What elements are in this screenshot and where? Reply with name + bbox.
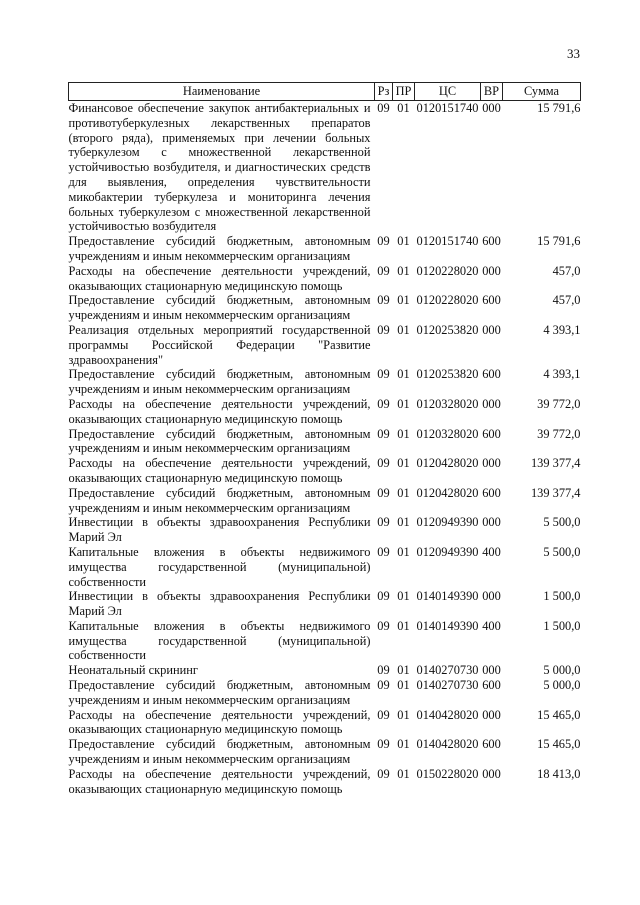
- row-cs: 0120253820: [416, 322, 479, 337]
- row-pr: 01: [397, 426, 410, 441]
- table-row: [69, 427, 581, 457]
- row-vr: 000: [482, 766, 501, 781]
- row-name: Неонатальный скрининг: [68, 663, 198, 678]
- row-rz: 09: [377, 322, 390, 337]
- row-cs: 0140149390: [416, 589, 479, 604]
- table-row: [69, 737, 581, 767]
- row-cs: 0140270730: [416, 678, 479, 693]
- table-row: [69, 663, 581, 678]
- row-name: Расходы на обеспечение деятельности учреждений, оказывающих стационарную медицинскую помощь: [68, 396, 371, 426]
- row-vr: 000: [482, 263, 501, 278]
- row-vr: 600: [482, 737, 501, 752]
- row-cs: 0140270730: [416, 663, 479, 678]
- table-row: [69, 708, 581, 738]
- row-pr: 01: [397, 101, 410, 115]
- row-name: Капитальные вложения в объекты недвижимого имущества государственной (муниципальной) собственности: [68, 618, 371, 663]
- header-sum: Сумма: [503, 83, 581, 101]
- row-sum: 5 500,0: [543, 544, 581, 559]
- row-sum: 5 000,0: [543, 663, 581, 678]
- row-cs: 0120428020: [416, 485, 479, 500]
- table-row: [69, 515, 581, 545]
- row-rz: 09: [377, 678, 390, 693]
- row-rz: 09: [377, 589, 390, 604]
- table-row: [69, 456, 581, 486]
- row-sum: 457,0: [552, 293, 581, 308]
- row-sum: 15 791,6: [537, 234, 581, 249]
- row-cs: 0140428020: [416, 737, 479, 752]
- row-pr: 01: [397, 766, 410, 781]
- row-name: Предоставление субсидий бюджетным, автономным учреждениям и иным некоммерческим организациям: [68, 367, 371, 397]
- page-number: 33: [567, 46, 580, 61]
- row-pr: 01: [397, 293, 410, 308]
- row-sum: 15 465,0: [537, 737, 581, 752]
- row-vr: 600: [482, 678, 501, 693]
- row-vr: 000: [482, 515, 501, 530]
- row-rz: 09: [377, 737, 390, 752]
- row-name: Предоставление субсидий бюджетным, автономным учреждениям и иным некоммерческим организациям: [68, 234, 371, 263]
- row-vr: 000: [482, 101, 501, 115]
- row-cs: 0120151740: [416, 101, 479, 115]
- row-cs: 0150228020: [416, 766, 479, 781]
- row-vr: 600: [482, 234, 501, 249]
- header-vr: ВР: [481, 83, 503, 101]
- row-sum: 139 377,4: [530, 456, 581, 471]
- table-row: [69, 293, 581, 323]
- row-name: Предоставление субсидий бюджетным, автономным учреждениям и иным некоммерческим организациям: [68, 426, 371, 456]
- row-pr: 01: [397, 367, 410, 382]
- row-name: Инвестиции в объекты здравоохранения Республики Марий Эл: [68, 515, 371, 545]
- row-rz: 09: [377, 485, 390, 500]
- table-row: [69, 678, 581, 708]
- row-pr: 01: [397, 263, 410, 278]
- row-sum: 139 377,4: [530, 485, 581, 500]
- row-pr: 01: [397, 663, 410, 678]
- row-vr: 000: [482, 663, 501, 678]
- row-rz: 09: [377, 456, 390, 471]
- row-pr: 01: [397, 234, 410, 249]
- row-pr: 01: [397, 618, 410, 633]
- row-vr: 000: [482, 322, 501, 337]
- row-name: Расходы на обеспечение деятельности учреждений, оказывающих стационарную медицинскую помощь: [68, 263, 371, 293]
- row-name: Капитальные вложения в объекты недвижимого имущества государственной (муниципальной) собственности: [68, 544, 371, 589]
- row-sum: 39 772,0: [537, 426, 581, 441]
- budget-table: [68, 82, 581, 796]
- row-rz: 09: [377, 426, 390, 441]
- row-rz: 09: [377, 101, 390, 115]
- row-cs: 0140149390: [416, 618, 479, 633]
- row-name: Предоставление субсидий бюджетным, автономным учреждениям и иным некоммерческим организациям: [68, 293, 371, 323]
- row-rz: 09: [377, 618, 390, 633]
- row-vr: 000: [482, 589, 501, 604]
- row-name: Предоставление субсидий бюджетным, автономным учреждениям и иным некоммерческим организациям: [68, 678, 371, 707]
- row-rz: 09: [377, 234, 390, 249]
- row-sum: 1 500,0: [543, 618, 581, 633]
- row-sum: 5 000,0: [543, 678, 581, 693]
- table-row: [69, 367, 581, 397]
- row-pr: 01: [397, 396, 410, 411]
- table-row: [69, 323, 581, 367]
- row-pr: 01: [397, 485, 410, 500]
- row-sum: 15 465,0: [537, 707, 581, 722]
- row-sum: 5 500,0: [543, 515, 581, 530]
- row-vr: 000: [482, 707, 501, 722]
- row-rz: 09: [377, 663, 390, 678]
- row-pr: 01: [397, 678, 410, 693]
- row-cs: 0120428020: [416, 456, 479, 471]
- row-cs: 0120228020: [416, 263, 479, 278]
- table-row: [69, 397, 581, 427]
- row-sum: 4 393,1: [543, 322, 581, 337]
- row-cs: 0120328020: [416, 426, 479, 441]
- row-cs: 0120253820: [416, 367, 479, 382]
- row-vr: 600: [482, 485, 501, 500]
- table-row: [69, 101, 581, 235]
- table-row: [69, 767, 581, 797]
- row-sum: 4 393,1: [543, 367, 581, 382]
- row-cs: 0120151740: [416, 234, 479, 249]
- row-cs: 0120949390: [416, 515, 479, 530]
- row-vr: 400: [482, 618, 501, 633]
- row-sum: 457,0: [552, 263, 581, 278]
- row-pr: 01: [397, 737, 410, 752]
- row-sum: 1 500,0: [543, 589, 581, 604]
- row-pr: 01: [397, 544, 410, 559]
- row-cs: 0120328020: [416, 396, 479, 411]
- row-rz: 09: [377, 293, 390, 308]
- row-rz: 09: [377, 263, 390, 278]
- table-row: [69, 234, 581, 264]
- table-row: [69, 589, 581, 619]
- row-name: Предоставление субсидий бюджетным, автономным учреждениям и иным некоммерческим организациям: [68, 485, 371, 515]
- header-name: Наименование: [69, 83, 375, 101]
- row-name: Расходы на обеспечение деятельности учреждений, оказывающих стационарную медицинскую помощь: [68, 707, 371, 737]
- row-name: Реализация отдельных мероприятий государственной программы Российской Федерации "Развитие здравоохранения": [68, 322, 371, 367]
- row-sum: 18 413,0: [537, 766, 581, 781]
- row-cs: 0120228020: [416, 293, 479, 308]
- table-header-row: [69, 83, 581, 101]
- row-sum: 39 772,0: [537, 396, 581, 411]
- row-vr: 000: [482, 456, 501, 471]
- row-vr: 600: [482, 426, 501, 441]
- row-rz: 09: [377, 766, 390, 781]
- row-vr: 400: [482, 544, 501, 559]
- row-name: Предоставление субсидий бюджетным, автономным учреждениям и иным некоммерческим организациям: [68, 737, 371, 767]
- header-pr: ПР: [393, 83, 415, 101]
- row-name: Расходы на обеспечение деятельности учреждений, оказывающих стационарную медицинскую помощь: [68, 456, 371, 485]
- header-cs: ЦС: [415, 83, 481, 101]
- row-pr: 01: [397, 456, 410, 471]
- row-vr: 600: [482, 367, 501, 382]
- header-rz: Рз: [375, 83, 393, 101]
- row-rz: 09: [377, 515, 390, 530]
- table-row: [69, 264, 581, 294]
- row-sum: 15 791,6: [537, 101, 581, 115]
- row-rz: 09: [377, 544, 390, 559]
- table-row: [69, 545, 581, 589]
- row-name: Инвестиции в объекты здравоохранения Республики Марий Эл: [68, 589, 371, 619]
- row-rz: 09: [377, 367, 390, 382]
- row-cs: 0120949390: [416, 544, 479, 559]
- row-vr: 600: [482, 293, 501, 308]
- row-cs: 0140428020: [416, 707, 479, 722]
- row-rz: 09: [377, 707, 390, 722]
- row-name: Финансовое обеспечение закупок антибактериальных и противотуберкулезных лекарственных препаратов (второго ряда), применяемых при лечении больных туберкулезом с множественной лекарственной устойчивостью возбудителя, и диагностических средств для выявления, определения чувствительности микобактерии туберкулеза и мониторинга лечения больных туберкулезом с множественной лекарственной устойчивостью возбудителя: [68, 101, 371, 234]
- table-row: [69, 486, 581, 516]
- row-vr: 000: [482, 396, 501, 411]
- row-pr: 01: [397, 515, 410, 530]
- row-pr: 01: [397, 322, 410, 337]
- row-name: Расходы на обеспечение деятельности учреждений, оказывающих стационарную медицинскую помощь: [68, 766, 371, 796]
- row-pr: 01: [397, 589, 410, 604]
- row-rz: 09: [377, 396, 390, 411]
- row-pr: 01: [397, 707, 410, 722]
- table-row: [69, 619, 581, 663]
